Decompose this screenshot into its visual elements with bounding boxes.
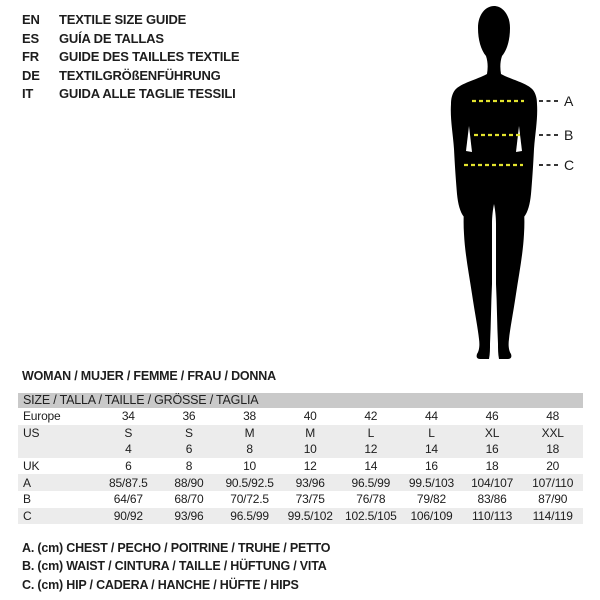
size-cell: 83/86 — [477, 492, 507, 507]
table-row — [18, 491, 583, 508]
measure-letter-c: C — [564, 157, 575, 173]
size-cell: 10 — [243, 459, 257, 474]
size-cell: L — [428, 425, 435, 440]
language-label: GUIDE DES TAILLES TEXTILE — [59, 49, 240, 65]
size-cell: 44 — [424, 409, 438, 424]
size-cell: XL — [484, 425, 500, 440]
woman-measurement-figure — [422, 3, 582, 363]
measurement-legend — [22, 539, 330, 594]
size-cell: M — [244, 425, 255, 440]
size-cell: 90/92 — [113, 508, 143, 523]
size-cell: 6 — [185, 442, 193, 457]
language-title-list — [22, 11, 239, 104]
size-table — [18, 393, 583, 524]
size-cell: 14 — [424, 442, 438, 457]
table-row — [18, 474, 583, 491]
legend-item: B. (cm) WAIST / CINTURA / TAILLE / HÜFTUNG / VITA — [22, 559, 327, 574]
size-cell: 90.5/92.5 — [225, 475, 274, 490]
size-cell: 96.5/99 — [351, 475, 391, 490]
table-row — [18, 458, 583, 475]
size-cell: 114/119 — [532, 508, 573, 523]
size-cell: 12 — [303, 459, 317, 474]
language-code: IT — [22, 86, 34, 102]
size-cell: 110/113 — [471, 508, 513, 523]
language-row — [22, 30, 239, 49]
row-label: Europe — [23, 409, 61, 424]
size-cell: 46 — [485, 409, 499, 424]
size-cell: 99.5/102 — [287, 508, 333, 523]
row-label: UK — [23, 459, 40, 474]
language-row — [22, 85, 239, 104]
language-row — [22, 11, 239, 30]
language-code: ES — [22, 30, 39, 46]
size-cell: 14 — [364, 459, 378, 474]
size-table-header: SIZE / TALLA / TAILLE / GRÖSSE / TAGLIA — [18, 393, 583, 408]
table-row — [18, 408, 583, 425]
size-cell: 64/67 — [113, 492, 143, 507]
size-cell: 70/72.5 — [230, 492, 269, 507]
size-cell: 18 — [546, 442, 560, 457]
size-cell: 73/75 — [295, 492, 325, 507]
language-row — [22, 48, 239, 67]
row-label: B — [23, 492, 31, 507]
size-cell: 96.5/99 — [230, 508, 269, 523]
table-row — [18, 441, 583, 458]
size-cell: 8 — [246, 442, 253, 457]
measure-letter-b: B — [564, 127, 574, 143]
language-label: GUÍA DE TALLAS — [59, 30, 164, 46]
size-cell: 48 — [546, 409, 560, 424]
size-cell: 16 — [424, 459, 438, 474]
size-cell: 36 — [182, 409, 196, 424]
size-cell: 99.5/103 — [408, 475, 454, 490]
size-cell: 16 — [485, 442, 499, 457]
size-cell: 34 — [121, 409, 135, 424]
language-code: FR — [22, 49, 39, 65]
size-cell: 88/90 — [174, 475, 204, 490]
language-label: TEXTILGRÖßENFÜHRUNG — [59, 67, 221, 83]
table-row — [18, 425, 583, 442]
row-label: US — [23, 425, 40, 440]
table-row — [18, 508, 583, 525]
size-cell: M — [305, 425, 316, 440]
size-cell: 40 — [303, 409, 317, 424]
row-label: A — [23, 475, 31, 490]
legend-item: C. (cm) HIP / CADERA / HANCHE / HÜFTE / HIPS — [22, 577, 299, 592]
size-cell: 20 — [546, 459, 560, 474]
size-cell: S — [124, 425, 133, 440]
size-cell: 10 — [303, 442, 317, 457]
size-cell: S — [185, 425, 193, 440]
size-cell: XXL — [541, 425, 564, 440]
size-cell: 4 — [125, 442, 132, 457]
language-label: GUIDA ALLE TAGLIE TESSILI — [59, 86, 236, 102]
language-row — [22, 67, 239, 86]
measure-letter-a: A — [564, 93, 574, 109]
size-cell: 12 — [364, 442, 378, 457]
language-code: DE — [22, 67, 40, 83]
size-cell: 79/82 — [416, 492, 446, 507]
size-cell: 38 — [243, 409, 257, 424]
size-cell: 93/96 — [174, 508, 204, 523]
language-label: TEXTILE SIZE GUIDE — [59, 12, 187, 27]
size-cell: 42 — [364, 409, 378, 424]
size-cell: 104/107 — [471, 475, 514, 490]
size-cell: 85/87.5 — [108, 475, 148, 490]
size-cell: 76/78 — [356, 492, 386, 507]
size-cell: 8 — [185, 459, 193, 474]
size-cell: L — [367, 425, 375, 440]
size-cell: 107/110 — [532, 475, 574, 490]
row-label: C — [23, 508, 32, 523]
size-cell: 18 — [485, 459, 499, 474]
size-cell: 87/90 — [538, 492, 568, 507]
size-cell: 68/70 — [174, 492, 204, 507]
woman-silhouette — [451, 6, 537, 359]
section-title-woman: WOMAN / MUJER / FEMME / FRAU / DONNA — [22, 369, 276, 383]
language-code: EN — [22, 12, 40, 27]
size-cell: 93/96 — [295, 475, 325, 490]
legend-item: A. (cm) CHEST / PECHO / POITRINE / TRUHE / PETTO — [22, 541, 331, 555]
size-cell: 106/109 — [410, 508, 453, 523]
size-cell: 102.5/105 — [345, 508, 397, 523]
size-cell: 6 — [125, 459, 132, 474]
